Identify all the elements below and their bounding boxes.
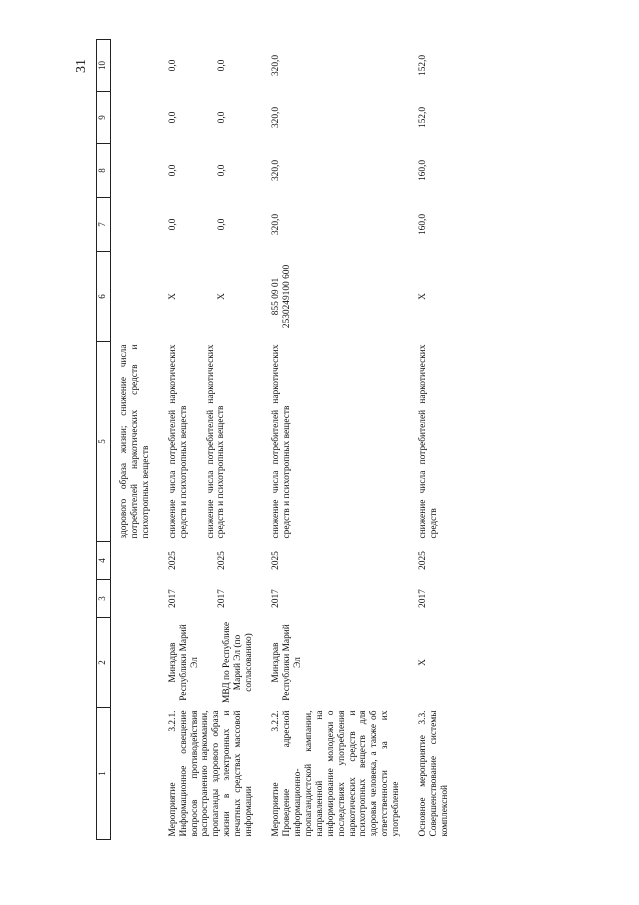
header-cell: 8 [97,144,111,198]
year-value: 2017 [216,589,227,608]
amount-value: 0,0 [216,111,227,124]
executor-cell [160,618,263,708]
budget-code-cell: X [418,293,429,300]
amount-cell: 152,0 [418,106,429,129]
header-cell: 6 [97,252,111,342]
activity-cell: Мероприятие 3.2.1. Информационное освещение вопросов противодействия распространению наркомании, пропаганды здорового образа жизни в электронных и печатных средствах массовой информации [167,710,255,837]
result-text: снижение числа потребителей наркотических средств и психотропных веществ [205,344,227,539]
amount-cell: 320,0 [271,106,282,129]
executor-cell: X [418,659,429,666]
header-cell: 2 [97,618,111,708]
start-year-cell: 2017 [271,589,282,608]
amount-cell [111,198,160,252]
budget-code-cell: 855 09 01 2530249100 600 [271,264,293,329]
amount-cell [160,92,263,144]
executor-name: Минздрав Республики Марий Эл [167,624,200,701]
table-header-row [97,40,111,840]
activity-cell: Мероприятие 3.2.2. Проведение адресной информационно-пропагандистской кампании, направленной на информирование молодежи о последствиях употребления наркотических средств и психотропных веществ для здоровья человека, а также об ответственности за их употребление [271,710,402,837]
amount-cell: 320,0 [271,54,282,77]
executor-cell: Минздрав Республики Марий Эл [271,624,303,701]
result-cell [160,342,263,542]
header-cell: 10 [97,40,111,92]
amount-value: 0,0 [216,59,227,72]
year-value: 2017 [167,589,178,608]
activity-cell: Основное мероприятие 3.3. Совершенствование системы комплексной [418,710,450,837]
amount-cell: 160,0 [418,213,429,236]
header-cell: 5 [97,342,111,542]
amount-cell [160,40,263,92]
amount-value: 0,0 [167,59,178,72]
start-year-cell [160,580,263,618]
table-row [263,40,410,840]
end-year-cell: 2025 [418,551,429,570]
header-cell: 3 [97,580,111,618]
result-cell: здорового образа жизни; снижение числа потребителей наркотических средств и психотропных веществ [119,344,151,539]
amount-cell [111,144,160,198]
start-year-cell: 2017 [418,589,429,608]
end-year-cell [160,542,263,580]
result-text: снижение числа потребителей наркотических средств и психотропных веществ [167,344,189,539]
budget-code-cell [160,252,263,342]
budget-table [96,39,459,840]
end-year-cell [111,542,160,580]
result-cell: снижение числа потребителей наркотических средств [418,344,439,539]
activity-cell [111,708,160,840]
executor-name: МВД по Республике Марий Эл (по согласованию) [222,622,255,703]
table-row [160,40,263,840]
header-cell: 9 [97,92,111,144]
executor-cell [111,618,160,708]
header-cell: 1 [97,708,111,840]
year-value: 2025 [216,551,227,570]
amount-cell [160,198,263,252]
budget-code-value: X [216,293,227,300]
amount-value: 0,0 [216,218,227,231]
amount-cell: 160,0 [418,159,429,182]
amount-cell: 320,0 [271,159,282,182]
rotated-table-page [96,40,606,840]
amount-value: 0,0 [216,164,227,177]
amount-value: 0,0 [167,164,178,177]
amount-cell: 152,0 [418,54,429,77]
amount-cell: 320,0 [271,213,282,236]
result-cell: снижение числа потребителей наркотических средств и психотропных веществ [271,344,293,539]
table-row [111,40,160,840]
amount-cell [111,92,160,144]
page-number: 31 [74,59,89,73]
amount-cell [160,144,263,198]
start-year-cell [111,580,160,618]
budget-code-value: X [167,293,178,300]
header-cell: 7 [97,198,111,252]
amount-value: 0,0 [167,218,178,231]
amount-value: 0,0 [167,111,178,124]
year-value: 2025 [167,551,178,570]
budget-code-cell [111,252,160,342]
header-cell: 4 [97,542,111,580]
end-year-cell: 2025 [271,551,282,570]
table-row [410,40,459,840]
amount-cell [111,40,160,92]
